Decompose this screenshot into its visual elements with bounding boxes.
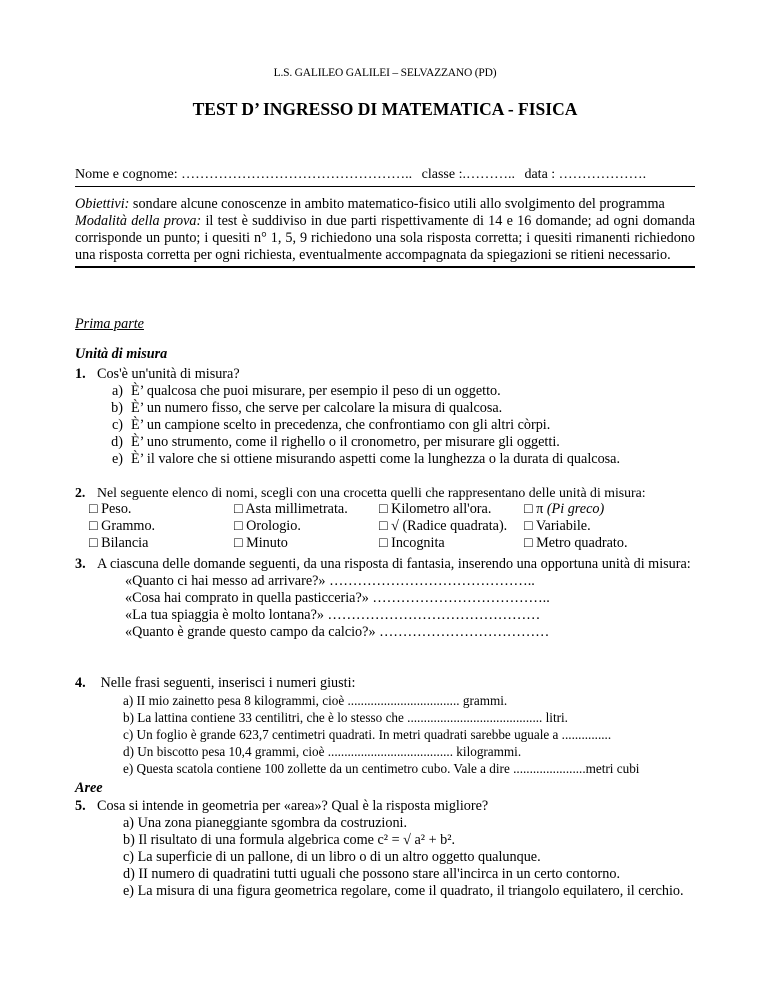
checkbox-option[interactable]: □ Minuto	[234, 535, 288, 551]
question-text: A ciascuna delle domande seguenti, da una risposta di fantasia, inserendo una opportuna unità di misura:	[97, 556, 691, 572]
question-text: Nel seguente elenco di nomi, scegli con una crocetta quelli che rappresentano delle unità di misura:	[97, 485, 646, 500]
school-name: L.S. GALILEO GALILEI – SELVAZZANO (PD)	[273, 67, 497, 79]
answer-line[interactable]: «La tua spiaggia è molto lontana?» ………………………………………	[125, 607, 541, 623]
checkbox-option[interactable]: □ Kilometro all'ora.	[379, 501, 492, 517]
checkbox-option[interactable]: □ Peso.	[89, 501, 132, 517]
fill-in-line[interactable]: b) La lattina contiene 33 centilitri, che è lo stesso che ......................................... litri.	[123, 710, 568, 725]
checkbox-option[interactable]: □ Incognita	[379, 535, 445, 551]
options-list	[75, 383, 695, 468]
answer-line[interactable]: «Quanto è grande questo campo da calcio?» ………………………………	[125, 624, 550, 640]
fill-in-line[interactable]: d) Un biscotto pesa 10,4 grammi, cioè ...................................... kilogrammi.	[123, 744, 522, 759]
checkbox-option[interactable]: □ Bilancia	[89, 535, 149, 551]
question-number: 4.	[75, 675, 86, 691]
question-text: Nelle frasi seguenti, inserisci i numeri giusti:	[100, 675, 356, 691]
objectives-label: Obiettivi:	[75, 196, 130, 212]
question-3	[75, 556, 695, 641]
section-areas-heading: Aree	[75, 780, 103, 796]
question-number: 2.	[75, 485, 86, 500]
option-item[interactable]: c) La superficie di un pallone, di un libro o di un altro oggetto qualunque.	[123, 849, 541, 865]
question-4	[75, 675, 695, 777]
option-item[interactable]: b) Il risultato di una formula algebrica come c² = √ a² + b².	[123, 832, 456, 848]
class-field[interactable]: classe :.………..	[421, 167, 515, 182]
checkbox-option[interactable]: □ Orologio.	[234, 518, 301, 534]
question-number: 5.	[75, 798, 86, 814]
mode-label: Modalità della prova:	[75, 213, 202, 229]
checkbox-grid	[75, 501, 695, 552]
answer-line[interactable]: «Quanto ci hai messo ad arrivare?» ……………………………………..	[125, 573, 535, 589]
objectives-paragraph	[75, 196, 695, 213]
question-2	[75, 484, 695, 552]
option-item[interactable]: b) È’ un numero fisso, che serve per calcolare la misura di qualcosa.	[111, 400, 503, 416]
option-item[interactable]: c) È’ un campione scelto in precedenza, che confrontiamo con gli altri còrpi.	[111, 417, 551, 433]
option-item[interactable]: d) II numero di quadratini tutti uguali che possono stare all'incirca in un certo contorno.	[123, 866, 621, 882]
page-title: TEST D’ INGRESSO DI MATEMATICA - FISICA	[192, 99, 578, 119]
section-units-heading: Unità di misura	[75, 346, 168, 362]
date-field[interactable]: data : ……………….	[524, 167, 647, 182]
question-text: Cosa si intende in geometria per «area»? Qual è la risposta migliore?	[97, 798, 489, 814]
objectives-text: sondare alcune conoscenze in ambito matematico-fisico utili allo svolgimento del programma	[129, 196, 665, 212]
answer-line[interactable]: «Cosa hai comprato in quella pasticceria?» ………………………………..	[125, 590, 550, 606]
checkbox-option[interactable]: □ Metro quadrato.	[524, 535, 628, 551]
option-item[interactable]: a) È’ qualcosa che puoi misurare, per esempio il peso di un oggetto.	[111, 383, 501, 399]
checkbox-option[interactable]: □ √ (Radice quadrata).	[379, 518, 508, 534]
option-item[interactable]: e) È’ il valore che si ottiene misurando aspetti come la lunghezza o la durata di qualcosa.	[111, 451, 621, 467]
part-heading: Prima parte	[75, 316, 144, 332]
checkbox-option[interactable]: □ Asta millimetrata.	[234, 501, 348, 517]
question-text: Cos'è un'unità di misura?	[97, 366, 240, 382]
question-1	[75, 366, 695, 468]
option-item[interactable]: d) È’ uno strumento, come il righello o il cronometro, per misurare gli oggetti.	[111, 434, 560, 450]
objectives-block	[75, 196, 695, 268]
checkbox-option[interactable]: □ Variabile.	[524, 518, 591, 534]
question-5	[75, 798, 695, 900]
fill-in-line[interactable]: c) Un foglio è grande 623,7 centimetri quadrati. In metri quadrati sarebbe uguale a ...............	[123, 727, 612, 742]
mode-text: il test è suddiviso in due parti rispettivamente di 14 e 16 domande; ad ogni domanda corrisponde un punto; i quesiti n° 1, 5, 9 richiedono una sola risposta corretta; i quesiti rimanenti richiedono una risposta corretta per ogni richiesta, eventualmente accompagnata da spiegazioni se ritieni necessario.	[75, 213, 695, 263]
option-item[interactable]: e) La misura di una figura geometrica regolare, come il quadrato, il triangolo equilatero, il cerchio.	[123, 883, 684, 899]
question-number: 1.	[75, 366, 86, 382]
fill-in-line[interactable]: a) II mio zainetto pesa 8 kilogrammi, cioè .................................. grammi.	[123, 693, 508, 708]
question-number: 3.	[75, 556, 86, 572]
fill-in-line[interactable]: e) Questa scatola contiene 100 zollette da un centimetro cubo. Vale a dire ......................metri cubi	[123, 761, 640, 776]
checkbox-option[interactable]: □ Grammo.	[89, 518, 156, 534]
name-field[interactable]: Nome e cognome: …………………………………………..	[75, 167, 413, 182]
option-item[interactable]: a) Una zona pianeggiante sgombra da costruzioni.	[123, 815, 408, 831]
student-info-line	[75, 166, 695, 187]
checkbox-option[interactable]: □ π (Pi greco)	[524, 501, 605, 517]
mode-paragraph	[75, 213, 695, 264]
